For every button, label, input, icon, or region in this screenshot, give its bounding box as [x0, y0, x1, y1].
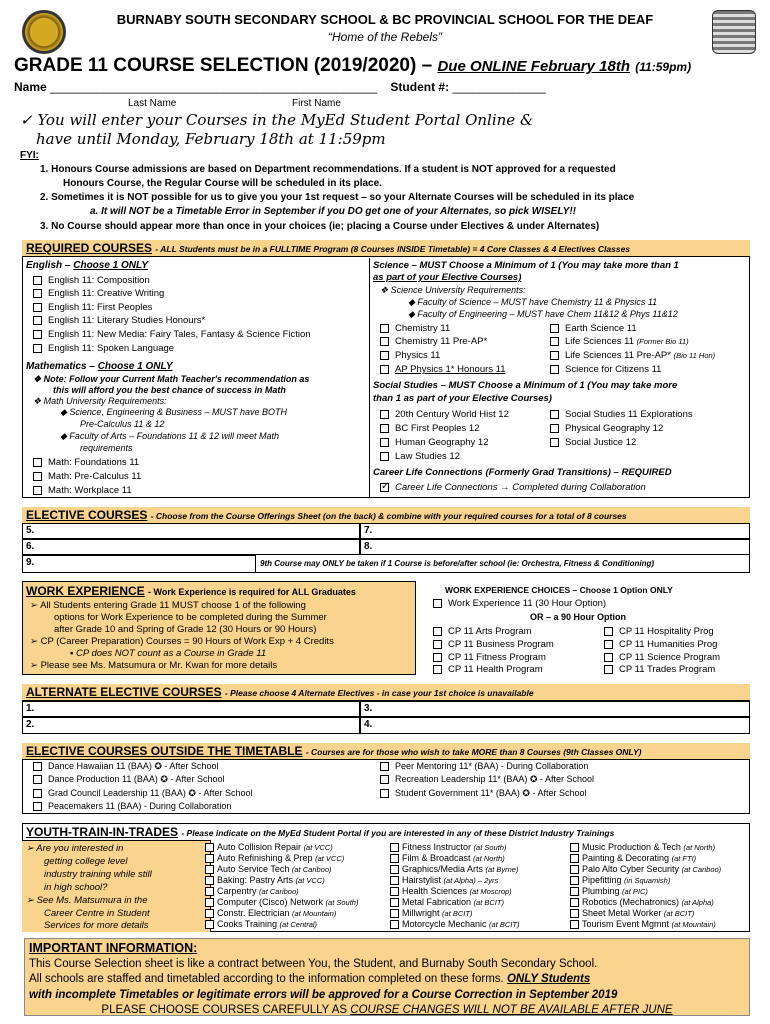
- elective-slot[interactable]: 6.: [22, 539, 360, 555]
- science-note: ❖ Science University Requirements:: [380, 285, 526, 295]
- elective-slot[interactable]: 7.: [360, 523, 750, 539]
- notice-line-2: have until Monday, February 18th at 11:59pm: [36, 130, 386, 148]
- youth-side-text: industry training while still: [44, 869, 152, 880]
- trade-option[interactable]: Music Production & Tech (at North): [570, 842, 715, 852]
- ninth-course-note: 9th Course may ONLY be taken if 1 Course is before/after school (ie: Orchestra, Fitness & Conditioning): [260, 559, 655, 568]
- course-option[interactable]: English 11: Literary Studies Honours*: [33, 315, 205, 326]
- trade-option[interactable]: Pipefitting (in Squamish): [570, 875, 670, 885]
- trade-option[interactable]: Cooks Training (at Central): [205, 919, 317, 929]
- cp-option[interactable]: CP 11 Trades Program: [604, 664, 715, 675]
- important-line: All schools are staffed and timetabled according to the information completed on these forms. ONLY Students: [29, 973, 591, 985]
- science-note: ◆ Faculty of Engineering – MUST have Chem 11&12 & Phys 11&12: [408, 309, 678, 319]
- trade-option[interactable]: Baking: Pastry Arts (at VCC): [205, 875, 325, 885]
- trade-option[interactable]: Hairstylist (at Alpha) – 2yrs: [390, 875, 498, 885]
- course-option[interactable]: English 11: Spoken Language: [33, 343, 174, 354]
- trade-option[interactable]: Graphics/Media Arts (at Byrne): [390, 864, 518, 874]
- alternate-slot[interactable]: 3.: [360, 701, 750, 717]
- course-option[interactable]: English 11: Composition: [33, 275, 150, 286]
- course-option[interactable]: AP Physics 1* Honours 11: [380, 364, 506, 375]
- course-option[interactable]: Physics 11: [380, 350, 440, 361]
- math-note: Pre-Calculus 11 & 12: [80, 419, 165, 429]
- trade-option[interactable]: Robotics (Mechatronics) (at Alpha): [570, 897, 714, 907]
- school-name: BURNABY SOUTH SECONDARY SCHOOL & BC PROVINCIAL SCHOOL FOR THE DEAF: [116, 12, 654, 27]
- work-bullet: ➢ All Students entering Grade 11 MUST choose 1 of the following: [30, 600, 306, 611]
- outside-course-option[interactable]: Grad Council Leadership 11 (BAA) ✪ - After School: [33, 788, 252, 799]
- cp-option[interactable]: CP 11 Hospitality Prog: [604, 626, 714, 637]
- course-option[interactable]: BC First Peoples 12: [380, 423, 479, 434]
- trade-option[interactable]: Fitness Instructor (at South): [390, 842, 506, 852]
- course-option[interactable]: Math: Pre-Calculus 11: [33, 471, 141, 482]
- important-line: PLEASE CHOOSE COURSES CAREFULLY AS COURSE CHANGES WILL NOT BE AVAILABLE AFTER JUNE: [101, 1004, 673, 1016]
- fyi-item: 3. No Course should appear more than once in your choices (ie; placing a Course under Electives & under Alternates): [40, 221, 600, 232]
- math-heading: Mathematics – Choose 1 ONLY: [26, 361, 173, 372]
- work-bullet: ▪ CP does NOT count as a Course in Grade 11: [70, 648, 267, 659]
- alternate-slot[interactable]: 2.: [22, 717, 360, 734]
- youth-side-text: ➢ Are you interested in: [26, 843, 124, 854]
- course-option[interactable]: English 11: Creative Writing: [33, 288, 164, 299]
- course-option[interactable]: Chemistry 11 Pre-AP*: [380, 336, 487, 347]
- youth-side-text: in high school?: [44, 882, 108, 893]
- math-note: requirements: [80, 443, 133, 453]
- important-line: with incomplete Timetables or legitimate errors will be approved for a Course Correction in September 2019: [29, 988, 618, 1001]
- cp-option[interactable]: CP 11 Humanities Prog: [604, 639, 717, 650]
- trade-option[interactable]: Auto Refinishing & Prep (at VCC): [205, 853, 344, 863]
- course-option[interactable]: Social Studies 11 Explorations: [550, 409, 693, 420]
- course-option[interactable]: Math: Workplace 11: [33, 485, 132, 496]
- course-option[interactable]: English 11: New Media: Fairy Tales, Fantasy & Science Fiction: [33, 329, 311, 340]
- trade-option[interactable]: Film & Broadcast (at North): [390, 853, 505, 863]
- social-heading: Social Studies – MUST Choose a Minimum of 1 (You may take more: [373, 380, 678, 391]
- math-note: this will afford you the best chance of success in Math: [53, 385, 286, 395]
- school-motto: “Home of the Rebels”: [327, 30, 443, 44]
- course-option[interactable]: Social Justice 12: [550, 437, 636, 448]
- trade-option[interactable]: Health Sciences (at Moscrop): [390, 886, 512, 896]
- work-experience-11-option[interactable]: Work Experience 11 (30 Hour Option): [433, 598, 606, 609]
- course-option[interactable]: Physical Geography 12: [550, 423, 663, 434]
- social-heading-2: than 1 as part of your Elective Courses): [373, 393, 552, 404]
- trade-option[interactable]: Constr. Electrician (at Mountain): [205, 908, 336, 918]
- outside-course-option[interactable]: Peer Mentoring 11* (BAA) - During Collaboration: [380, 761, 588, 772]
- outside-course-option[interactable]: Dance Production 11 (BAA) ✪ - After School: [33, 774, 224, 785]
- outside-course-option[interactable]: Recreation Leadership 11* (BAA) ✪ - After School: [380, 774, 594, 785]
- trade-option[interactable]: Motorcycle Mechanic (at BCIT): [390, 919, 519, 929]
- trade-option[interactable]: Tourism Event Mgmnt (at Mountain): [570, 919, 716, 929]
- work-bullet: ➢ CP (Career Preparation) Courses = 90 Hours of Work Exp + 4 Credits: [30, 636, 334, 647]
- outside-course-option[interactable]: Dance Hawaiian 11 (BAA) ✪ - After School: [33, 761, 218, 772]
- fyi-label: FYI:: [20, 150, 39, 161]
- required-column-divider: [369, 258, 370, 498]
- elective-slot[interactable]: 5.: [22, 523, 360, 539]
- trade-option[interactable]: Computer (Cisco) Network (at South): [205, 897, 358, 907]
- course-option[interactable]: Life Sciences 11 (Former Bio 11): [550, 336, 689, 347]
- outside-course-option[interactable]: Peacemakers 11 (BAA) - During Collaboration: [33, 801, 231, 812]
- fyi-item: 1. Honours Course admissions are based on Department recommendations. If a student is NOT approved for a requested: [40, 164, 616, 175]
- work-choices-title: WORK EXPERIENCE CHOICES – Choose 1 Option ONLY: [445, 585, 673, 595]
- science-note: ◆ Faculty of Science – MUST have Chemistry 11 & Physics 11: [408, 297, 658, 307]
- outside-course-option[interactable]: Student Government 11* (BAA) ✪ - After School: [380, 788, 586, 799]
- career-heading: Career Life Connections (Formerly Grad Transitions) – REQUIRED: [373, 467, 672, 478]
- trade-option[interactable]: Millwright (at BCIT): [390, 908, 472, 918]
- math-note: ◆ Faculty of Arts – Foundations 11 & 12 will meet Math: [60, 431, 280, 441]
- name-row: Name _________________________________________________ Student #: ______________: [14, 80, 546, 94]
- work-bullet: options for Work Experience to be completed during the Summer: [54, 612, 327, 623]
- youth-side-text: ➢ See Ms. Matsumura in the: [26, 895, 148, 906]
- course-option[interactable]: Math: Foundations 11: [33, 457, 139, 468]
- course-option[interactable]: Science for Citizens 11: [550, 364, 661, 375]
- course-option[interactable]: 20th Century World Hist 12: [380, 409, 509, 420]
- science-heading-2: as part of your Elective Courses): [373, 272, 522, 283]
- course-option[interactable]: Earth Science 11: [550, 323, 637, 334]
- alternate-electives-header: ALTERNATE ELECTIVE COURSES - Please choose 4 Alternate Electives - in case your 1st choice is unavailable: [22, 684, 750, 701]
- youth-side-text: Career Centre in Student: [44, 908, 150, 919]
- trade-option[interactable]: Auto Collision Repair (at VCC): [205, 842, 333, 852]
- last-name-label: Last Name: [128, 98, 177, 109]
- required-courses-header: REQUIRED COURSES - ALL Students must be in a FULLTIME Program (8 Courses INSIDE Timetable) = 4 Core Classes & 4 Electives Classes: [22, 240, 750, 257]
- cp-option[interactable]: CP 11 Arts Program: [433, 626, 532, 637]
- trade-option[interactable]: Sheet Metal Worker (at BCIT): [570, 908, 694, 918]
- cp-option[interactable]: CP 11 Health Program: [433, 664, 543, 675]
- trade-option[interactable]: Auto Service Tech (at Cariboo): [205, 864, 332, 874]
- trade-option[interactable]: Palo Alto Cyber Security (at Cariboo): [570, 864, 721, 874]
- course-option[interactable]: Law Studies 12: [380, 451, 460, 462]
- cp-option[interactable]: CP 11 Fitness Program: [433, 652, 546, 663]
- career-life-connections-option[interactable]: ✓Career Life Connections → Completed during Collaboration: [380, 482, 646, 493]
- important-information-box: [24, 938, 750, 1016]
- youth-train-header: YOUTH-TRAIN-IN-TRADES - Please indicate on the MyEd Student Portal if you are interested in any of these District Industry Trainings: [26, 825, 615, 839]
- work-or-label: OR – a 90 Hour Option: [530, 612, 627, 622]
- trade-option[interactable]: Plumbing (at PIC): [570, 886, 648, 896]
- science-heading: Science – MUST Choose a Minimum of 1 (You may take more than 1: [373, 260, 679, 271]
- fyi-item: 2. Sometimes it is NOT possible for us to give you your 1st request – so your Alternate Courses will be scheduled in its place: [40, 192, 635, 203]
- page-title: GRADE 11 COURSE SELECTION (2019/2020) – Due ONLINE February 18th (11:59pm): [14, 55, 692, 76]
- youth-side-text: Services for more details: [44, 920, 149, 931]
- work-experience-header: WORK EXPERIENCE - Work Experience is required for ALL Graduates: [26, 584, 356, 598]
- math-note: ❖ Note: Follow your Current Math Teacher's recommendation as: [33, 374, 310, 384]
- elective-slot[interactable]: 9.: [22, 555, 256, 573]
- elective-courses-header: ELECTIVE COURSES - Choose from the Course Offerings Sheet (on the back) & combine with your required courses for a total of 8 courses: [22, 507, 750, 524]
- elective-slot[interactable]: 8.: [360, 539, 750, 555]
- course-option[interactable]: Life Sciences 11 Pre-AP* (Bio 11 Hon): [550, 350, 715, 361]
- important-title: IMPORTANT INFORMATION:: [29, 941, 198, 955]
- youth-side-text: getting college level: [44, 856, 128, 867]
- outside-timetable-header: ELECTIVE COURSES OUTSIDE THE TIMETABLE - Courses are for those who wish to take MORE than 8 Courses (9th Classes ONLY): [22, 743, 750, 760]
- notice-line-1: ✓ You will enter your Courses in the MyEd Student Portal Online &: [20, 111, 534, 129]
- course-option[interactable]: English 11: First Peoples: [33, 302, 152, 313]
- math-note: ◆ Science, Engineering & Business – MUST have BOTH: [60, 407, 288, 417]
- course-option[interactable]: Human Geography 12: [380, 437, 488, 448]
- fyi-item: Honours Course, the Regular Course will be scheduled in its place.: [63, 178, 382, 189]
- course-option[interactable]: Chemistry 11: [380, 323, 450, 334]
- trade-option[interactable]: Painting & Decorating (at FTI): [570, 853, 696, 863]
- work-bullet: ➢ Please see Ms. Matsumura or Mr. Kwan for more details: [30, 660, 278, 671]
- english-heading: English – Choose 1 ONLY: [26, 260, 149, 271]
- important-line: This Course Selection sheet is like a contract between You, the Student, and Burnaby South Secondary School.: [29, 957, 598, 970]
- cp-option[interactable]: CP 11 Business Program: [433, 639, 554, 650]
- trade-option[interactable]: Carpentry (at Cariboo): [205, 886, 299, 896]
- alternate-slot[interactable]: 4.: [360, 717, 750, 734]
- alternate-slot[interactable]: 1.: [22, 701, 360, 717]
- first-name-label: First Name: [292, 98, 341, 109]
- work-bullet: after Grade 10 and Spring of Grade 12 (30 Hours or 90 Hours): [54, 624, 317, 635]
- trade-option[interactable]: Metal Fabrication (at BCIT): [390, 897, 504, 907]
- math-note: ❖ Math University Requirements:: [33, 396, 167, 406]
- cp-option[interactable]: CP 11 Science Program: [604, 652, 720, 663]
- fyi-item: a. It will NOT be a Timetable Error in September if you DO get one of your Alternates, so pick WISELY!!: [90, 206, 577, 217]
